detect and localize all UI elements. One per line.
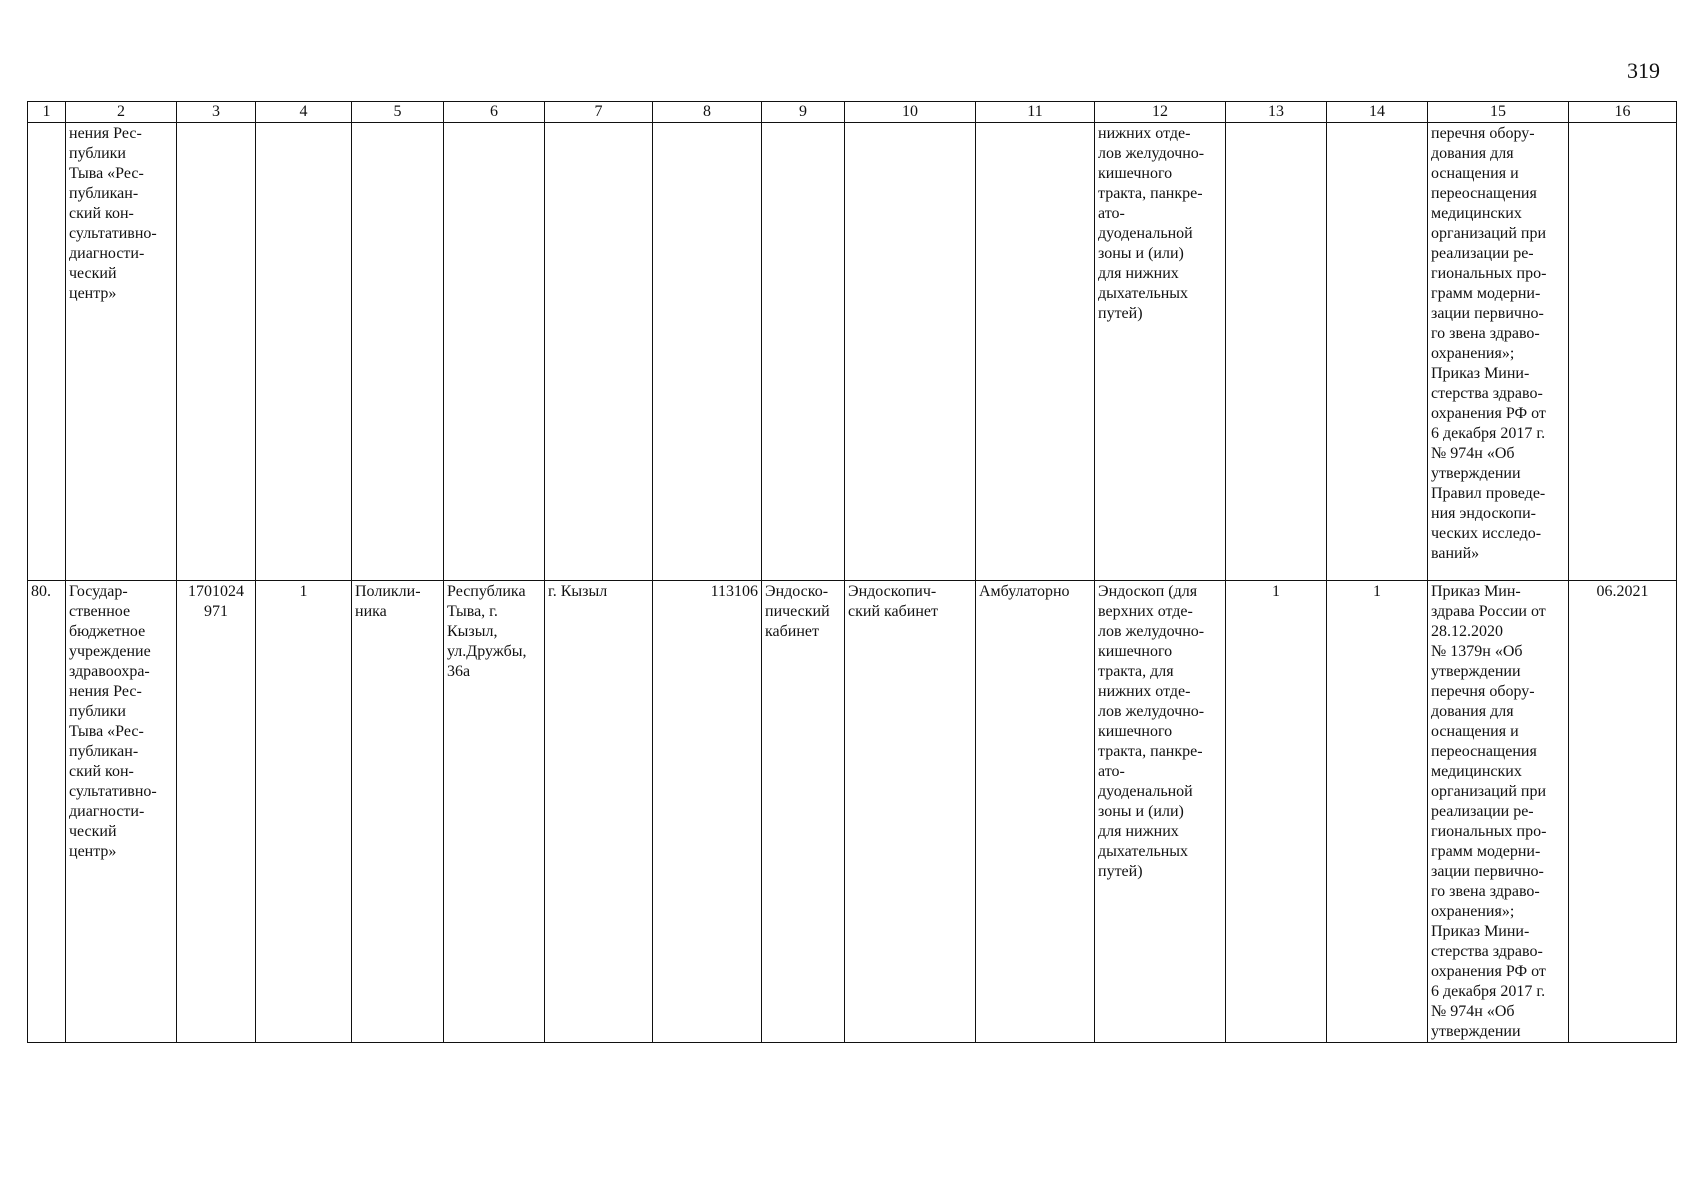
cell-line: 1701024 [188,583,244,600]
cell-line: ника [355,603,387,620]
row-number [28,123,66,581]
cell-line: грамм модерни- [1431,843,1541,860]
cell-line: нижних отде- [1098,125,1191,142]
code-cell: 113106 [653,581,762,1043]
cell-line: путей) [1098,863,1143,880]
cell-line: ственное [69,603,131,620]
header-cell: 16 [1569,102,1677,123]
cell-line: ато- [1098,205,1125,222]
cell-line: дыхательных [1098,843,1189,860]
cell-line: ский кон- [69,763,134,780]
cell-line: Эндоскоп (для [1098,583,1198,600]
cell-line: оснащения и [1431,723,1519,740]
cell-line: дования для [1431,703,1514,720]
room-cell [845,581,976,1043]
cell-line: публикан- [69,185,139,202]
cell-line: зации первично- [1431,863,1544,880]
quantity-cell [1226,123,1327,581]
cell-line: гиональных про- [1431,823,1547,840]
cell-line: нижних отде- [1098,683,1191,700]
header-cell: 6 [444,102,545,123]
quantity-cell: 1 [1327,581,1428,1043]
cell-line: переоснащения [1431,185,1537,202]
cell-line: стерства здраво- [1431,943,1543,960]
cell-line: лов желудочно- [1098,145,1205,162]
page-number: 319 [1627,58,1660,83]
inn-cell [177,123,256,581]
cell-line: Приказ Мин- [1431,583,1521,600]
cell-line: Поликли- [355,583,421,600]
cell-line: 971 [204,603,228,620]
cell-line: сультативно- [69,225,157,242]
header-cell: 4 [256,102,352,123]
quantity-cell [1327,123,1428,581]
cell-line: нения Рес- [69,683,142,700]
cell-line: организаций при [1431,783,1547,800]
care-conditions-cell: Амбулаторно [976,581,1095,1043]
date-cell [1569,123,1677,581]
cell-line: гиональных про- [1431,265,1547,282]
cell-line: охранения»; [1431,345,1515,362]
cell-line: Эндоскопич- [848,583,937,600]
cell-line: грамм модерни- [1431,285,1541,302]
cell-line: путей) [1098,305,1143,322]
cell-line: Тыва «Рес- [69,165,144,182]
header-cell: 8 [653,102,762,123]
quantity-cell: 1 [1226,581,1327,1043]
cell-line: сультативно- [69,783,157,800]
count-cell: 1 [256,581,352,1043]
cell-line: для нижних [1098,265,1179,282]
cell-line: ния эндоскопи- [1431,505,1536,522]
cell-line: бюджетное [69,623,146,640]
header-row [28,102,1677,123]
organization-name [66,581,177,1043]
header-cell: 3 [177,102,256,123]
cell-line: реализации ре- [1431,803,1534,820]
cell-line: пический [765,603,830,620]
cell-line: го звена здраво- [1431,325,1540,342]
cell-line: го звена здраво- [1431,883,1540,900]
cell-line: ваний» [1431,545,1480,562]
cell-line: ул.Дружбы, [447,643,527,660]
subdivision-type [352,581,444,1043]
cell-line: публики [69,703,126,720]
cell-line: ато- [1098,763,1125,780]
cell-line: медицинских [1431,763,1522,780]
address-cell [444,581,545,1043]
header-cell: 10 [845,102,976,123]
cell-line: дуоденальной [1098,225,1193,242]
header-cell: 15 [1428,102,1569,123]
cell-line: ческий [69,823,117,840]
header-cell: 13 [1226,102,1327,123]
table-row [28,581,1677,1043]
cell-line: зоны и (или) [1098,803,1184,820]
legal-basis-cell [1428,581,1569,1043]
cell-line: учреждение [69,643,151,660]
cell-line: 6 декабря 2017 г. [1431,983,1546,1000]
cell-line: Тыва «Рес- [69,723,144,740]
cell-line: нения Рес- [69,125,142,142]
cell-line: тракта, панкре- [1098,743,1203,760]
code-cell [653,123,762,581]
unit-cell [762,123,845,581]
cell-line: № 974н «Об [1431,445,1515,462]
header-cell: 1 [28,102,66,123]
header-cell: 12 [1095,102,1226,123]
count-cell [256,123,352,581]
cell-line: Тыва, г. [447,603,498,620]
cell-line: утверждении [1431,663,1521,680]
care-conditions-cell [976,123,1095,581]
date-cell: 06.2021 [1569,581,1677,1043]
organization-name [66,123,177,581]
equipment-name [1095,581,1226,1043]
subdivision-type [352,123,444,581]
header-cell: 9 [762,102,845,123]
cell-line: № 974н «Об [1431,1003,1515,1020]
cell-line: ческий [69,265,117,282]
cell-line: 6 декабря 2017 г. [1431,425,1546,442]
cell-line: медицинских [1431,205,1522,222]
cell-line: 36а [447,663,471,680]
cell-line: лов желудочно- [1098,623,1205,640]
cell-line: дуоденальной [1098,783,1193,800]
cell-line: охранения»; [1431,903,1515,920]
cell-line: Республика [447,583,526,600]
cell-line: тракта, панкре- [1098,185,1203,202]
header-cell: 11 [976,102,1095,123]
cell-line: тракта, для [1098,663,1174,680]
cell-line: кишечного [1098,723,1173,740]
cell-line: ский кон- [69,205,134,222]
cell-line: ский кабинет [848,603,938,620]
cell-line: переоснащения [1431,743,1537,760]
cell-line: дыхательных [1098,285,1189,302]
cell-line: ческих исследо- [1431,525,1542,542]
header-cell: 7 [545,102,653,123]
cell-line: оснащения и [1431,165,1519,182]
cell-line: диагности- [69,245,145,262]
cell-line: центр» [69,285,117,302]
cell-line: Эндоско- [765,583,829,600]
cell-line: здрава России от [1431,603,1546,620]
cell-line: публики [69,145,126,162]
cell-line: Приказ Мини- [1431,923,1530,940]
cell-line: зоны и (или) [1098,245,1184,262]
cell-line: кишечного [1098,165,1173,182]
cell-line: центр» [69,843,117,860]
locality-cell: г. Кызыл [545,581,653,1043]
cell-line: утверждении [1431,1023,1521,1040]
cell-line: верхних отде- [1098,603,1193,620]
cell-line: публикан- [69,743,139,760]
legal-basis-cell [1428,123,1569,581]
cell-line: кишечного [1098,643,1173,660]
unit-cell [762,581,845,1043]
cell-line: дования для [1431,145,1514,162]
equipment-name [1095,123,1226,581]
row-number: 80. [28,581,66,1043]
cell-line: лов желудочно- [1098,703,1205,720]
cell-line: зации первично- [1431,305,1544,322]
cell-line: охранения РФ от [1431,405,1546,422]
cell-line: кабинет [765,623,819,640]
inn-cell [177,581,256,1043]
locality-cell [545,123,653,581]
cell-line: утверждении [1431,465,1521,482]
cell-line: 28.12.2020 [1431,623,1503,640]
header-cell: 5 [352,102,444,123]
cell-line: стерства здраво- [1431,385,1543,402]
cell-line: здравоохра- [69,663,150,680]
table-row [28,123,1677,581]
header-cell: 14 [1327,102,1428,123]
cell-line: № 1379н «Об [1431,643,1523,660]
cell-line: Правил проведе- [1431,485,1546,502]
header-cell: 2 [66,102,177,123]
cell-line: Приказ Мини- [1431,365,1530,382]
equipment-table [27,101,1677,1043]
cell-line: для нижних [1098,823,1179,840]
cell-line: перечня обору- [1431,125,1535,142]
cell-line: охранения РФ от [1431,963,1546,980]
cell-line: Кызыл, [447,623,498,640]
cell-line: Государ- [69,583,128,600]
cell-line: реализации ре- [1431,245,1534,262]
address-cell [444,123,545,581]
cell-line: перечня обору- [1431,683,1535,700]
room-cell [845,123,976,581]
cell-line: организаций при [1431,225,1547,242]
cell-line: диагности- [69,803,145,820]
